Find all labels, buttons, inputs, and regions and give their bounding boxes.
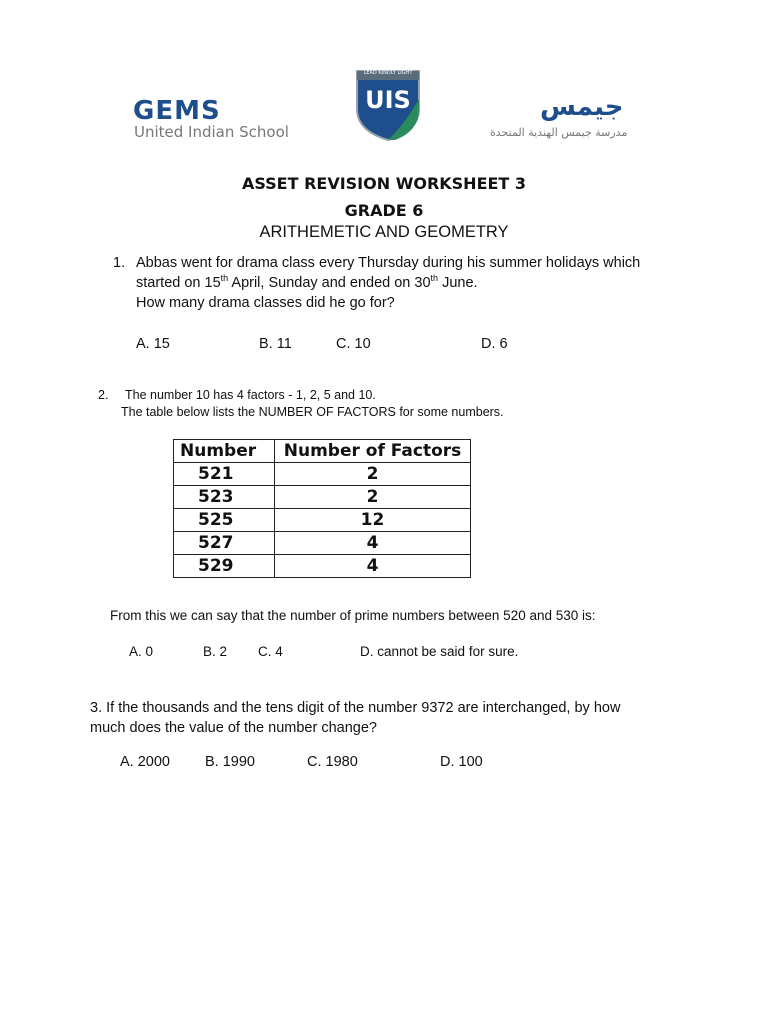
- worksheet-title: ASSET REVISION WORKSHEET 3: [241, 174, 527, 193]
- gems-subtitle: United Indian School: [134, 123, 289, 141]
- table-cell-number: 523: [174, 486, 275, 509]
- q3-option-b: B. 1990: [205, 754, 255, 770]
- uis-crest-motto: LEAD KINDLY LIGHT: [363, 70, 413, 76]
- q2-number: 2.: [98, 388, 109, 402]
- q1-line1: Abbas went for drama class every Thursday during his summer holidays which: [136, 255, 641, 271]
- table-cell-factors: 4: [275, 532, 471, 555]
- uis-crest-text: UIS: [365, 86, 411, 114]
- table-row: [174, 463, 471, 486]
- q3-option-c: C. 1980: [307, 754, 358, 770]
- table-row: [174, 532, 471, 555]
- question-1: [136, 253, 696, 313]
- q1-option-a: A. 15: [136, 336, 170, 352]
- topic-title: ARITHEMETIC AND GEOMETRY: [259, 223, 509, 241]
- q2-option-a: A. 0: [129, 644, 154, 659]
- table-cell-number: 521: [174, 463, 275, 486]
- table-header-factors: Number of Factors: [275, 440, 471, 463]
- table-cell-number: 527: [174, 532, 275, 555]
- q3-option-d: D. 100: [440, 754, 483, 770]
- q1-option-b: B. 11: [259, 336, 292, 352]
- table-header-row: [174, 440, 471, 463]
- q1-line3: How many drama classes did he go for?: [136, 295, 395, 311]
- table-cell-number: 525: [174, 509, 275, 532]
- table-cell-factors: 4: [275, 555, 471, 578]
- q2-prompt: From this we can say that the number of prime numbers between 520 and 530 is:: [110, 608, 596, 623]
- q3-line2: much does the value of the number change?: [90, 720, 377, 736]
- q3-line1: 3. If the thousands and the tens digit of the number 9372 are interchanged, by how: [90, 700, 621, 716]
- q1-number: 1.: [113, 255, 126, 271]
- table-row: [174, 509, 471, 532]
- table-cell-factors: 2: [275, 463, 471, 486]
- q3-option-a: A. 2000: [120, 754, 170, 770]
- q2-option-b: B. 2: [203, 644, 228, 659]
- q2-option-d: D. cannot be said for sure.: [360, 644, 519, 659]
- q1-option-d: D. 6: [481, 336, 508, 352]
- table-row: [174, 555, 471, 578]
- arabic-subtitle: مدرسة جيمس الهندية المتحدة: [490, 126, 628, 139]
- q2-line1: The number 10 has 4 factors - 1, 2, 5 and 10.: [125, 388, 376, 402]
- gems-logo: GEMS: [133, 96, 221, 126]
- q2-line2: The table below lists the NUMBER OF FACTORS for some numbers.: [121, 405, 504, 419]
- factors-table: [173, 439, 471, 578]
- q2-option-c: C. 4: [258, 644, 283, 659]
- table-header-number: Number: [174, 440, 275, 463]
- arabic-logo: جيمس: [540, 92, 624, 122]
- q1-option-c: C. 10: [336, 336, 371, 352]
- question-3: [90, 698, 690, 738]
- table-cell-factors: 2: [275, 486, 471, 509]
- q1-line2: started on 15th April, Sunday and ended on 30th June.: [136, 273, 478, 291]
- table-row: [174, 486, 471, 509]
- table-cell-factors: 12: [275, 509, 471, 532]
- table-cell-number: 529: [174, 555, 275, 578]
- grade-title: GRADE 6: [344, 201, 424, 220]
